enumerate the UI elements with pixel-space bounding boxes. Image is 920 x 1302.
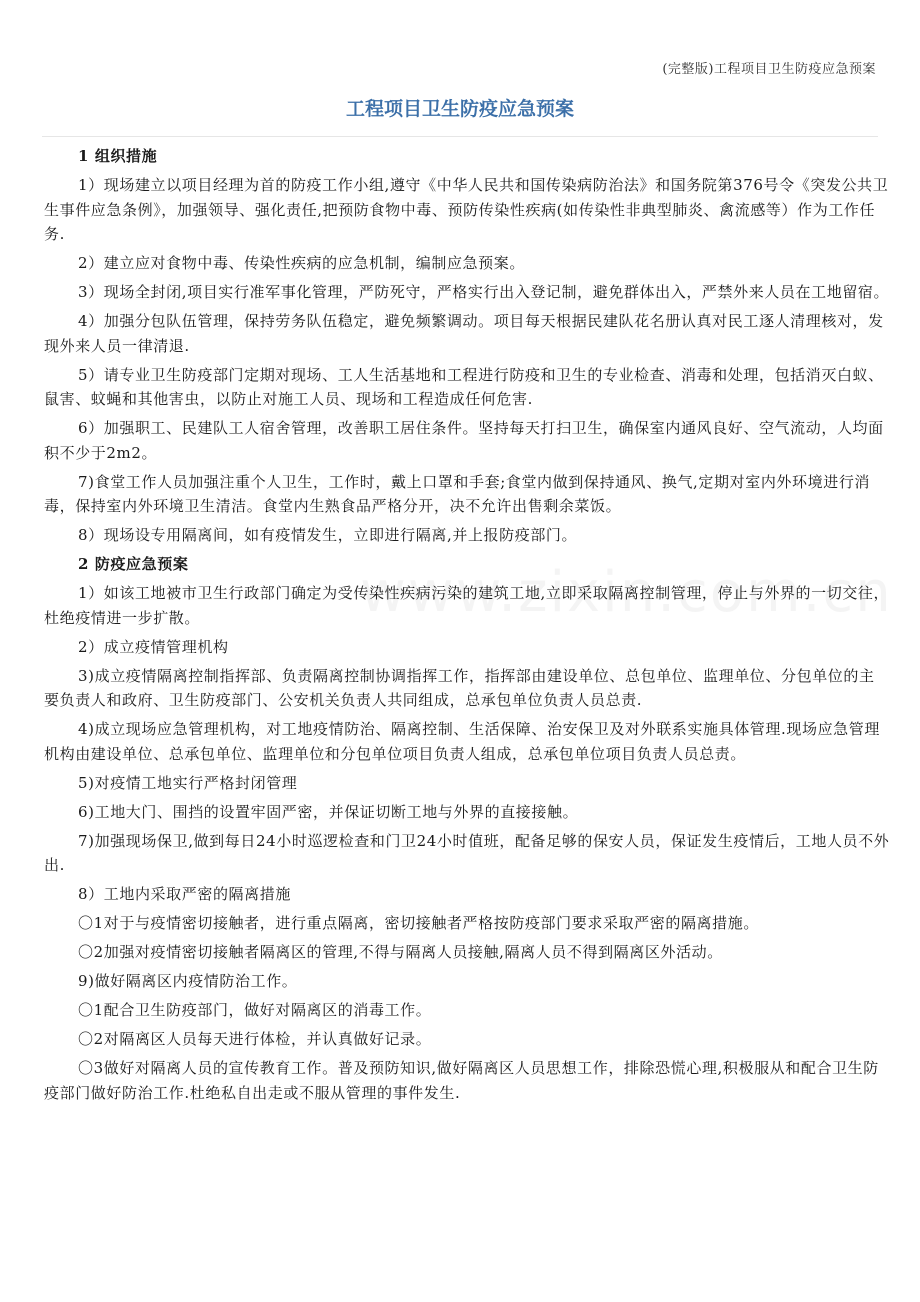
paragraph: 6)工地大门、围挡的设置牢固严密，并保证切断工地与外界的直接接触。 <box>78 802 579 821</box>
paragraph: 4）加强分包队伍管理，保持劳务队伍稳定，避免频繁调动。项目每天根据民建队花名册认真对民工逐人清理核对，发现外来人员一律清退. <box>44 312 884 355</box>
paragraph: 〇2加强对疫情密切接触者隔离区的管理,不得与隔离人员接触,隔离人员不得到隔离区外活动。 <box>78 943 723 961</box>
paragraph: 1）如该工地被市卫生行政部门确定为受传染性疾病污染的建筑工地,立即采取隔离控制管理，停止与外界的一切交往，杜绝疫情进一步扩散。 <box>44 584 890 627</box>
paragraph: 9)做好隔离区内疫情防治工作。 <box>78 972 298 990</box>
section-heading: 2 防疫应急预案 <box>78 555 189 573</box>
paragraph: 2）建立应对食物中毒、传染性疾病的应急机制，编制应急预案。 <box>78 254 525 272</box>
paragraph: 3)成立疫情隔离控制指挥部、负责隔离控制协调指挥工作，指挥部由建设单位、总包单位、监理单位、分包单位的主要负责人和政府、卫生防疫部门、公安机关负责人共同组成，总承包单位负责人员总责. <box>44 666 875 709</box>
document-header-label: (完整版)工程项目卫生防疫应急预案 <box>662 62 876 77</box>
paragraph: 7)食堂工作人员加强注重个人卫生，工作时，戴上口罩和手套;食堂内做到保持通风、换气,定期对室内外环境进行消毒，保持室内外环境卫生清洁。食堂内生熟食品严格分开，决不允许出售剩余菜饭。 <box>44 472 871 515</box>
title-divider <box>42 136 878 137</box>
paragraph: 5）请专业卫生防疫部门定期对现场、工人生活基地和工程进行防疫和卫生的专业检查、消毒和处理，包括消灭白蚁、鼠害、蚊蝇和其他害虫，以防止对施工人员、现场和工程造成任何危害. <box>44 365 884 408</box>
paragraph: 5)对疫情工地实行严格封闭管理 <box>78 773 298 792</box>
paragraph: 〇2对隔离区人员每天进行体检，并认真做好记录。 <box>78 1030 432 1048</box>
paragraph: 6）加强职工、民建队工人宿舍管理，改善职工居住条件。坚持每天打扫卫生，确保室内通风良好、空气流动，人均面积不少于2m2。 <box>44 419 884 462</box>
paragraph: 〇3做好对隔离人员的宣传教育工作。普及预防知识,做好隔离区人员思想工作，排除恐慌心理,积极服从和配合卫生防疫部门做好防治工作.杜绝私自出走或不服从管理的事件发生. <box>44 1059 879 1102</box>
paragraph: 8）工地内采取严密的隔离措施 <box>78 885 291 903</box>
paragraph: 1）现场建立以项目经理为首的防疫工作小组,遵守《中华人民共和国传染病防治法》和国务院第376号令《突发公共卫生事件应急条例》，加强领导、强化责任,把预防食物中毒、预防传染性疾病(如传染性非典型肺炎、禽流感等）作为工作任务. <box>44 176 889 243</box>
paragraph: 3）现场全封闭,项目实行准军事化管理，严防死守，严格实行出入登记制，避免群体出入，严禁外来人员在工地留宿。 <box>78 283 890 301</box>
section-heading: 1 组织措施 <box>78 147 158 165</box>
paragraph: 〇1配合卫生防疫部门，做好对隔离区的消毒工作。 <box>78 1001 432 1019</box>
paragraph: 8）现场设专用隔离间，如有疫情发生，立即进行隔离,并上报防疫部门。 <box>78 526 578 544</box>
paragraph: 4)成立现场应急管理机构，对工地疫情防治、隔离控制、生活保障、治安保卫及对外联系实施具体管理.现场应急管理机构由建设单位、总承包单位、监理单位和分包单位项目负责人组成，总承包单位项目负责人员总责。 <box>44 720 880 763</box>
paragraph: 〇1对于与疫情密切接触者，进行重点隔离，密切接触者严格按防疫部门要求采取严密的隔离措施。 <box>78 914 759 932</box>
paragraph: 7)加强现场保卫,做到每日24小时巡逻检查和门卫24小时值班，配备足够的保安人员，保证发生疫情后，工地人员不外出. <box>44 831 890 874</box>
document-body <box>44 144 890 1110</box>
document-title: 工程项目卫生防疫应急预案 <box>345 98 574 120</box>
paragraph: 2）成立疫情管理机构 <box>78 637 229 656</box>
